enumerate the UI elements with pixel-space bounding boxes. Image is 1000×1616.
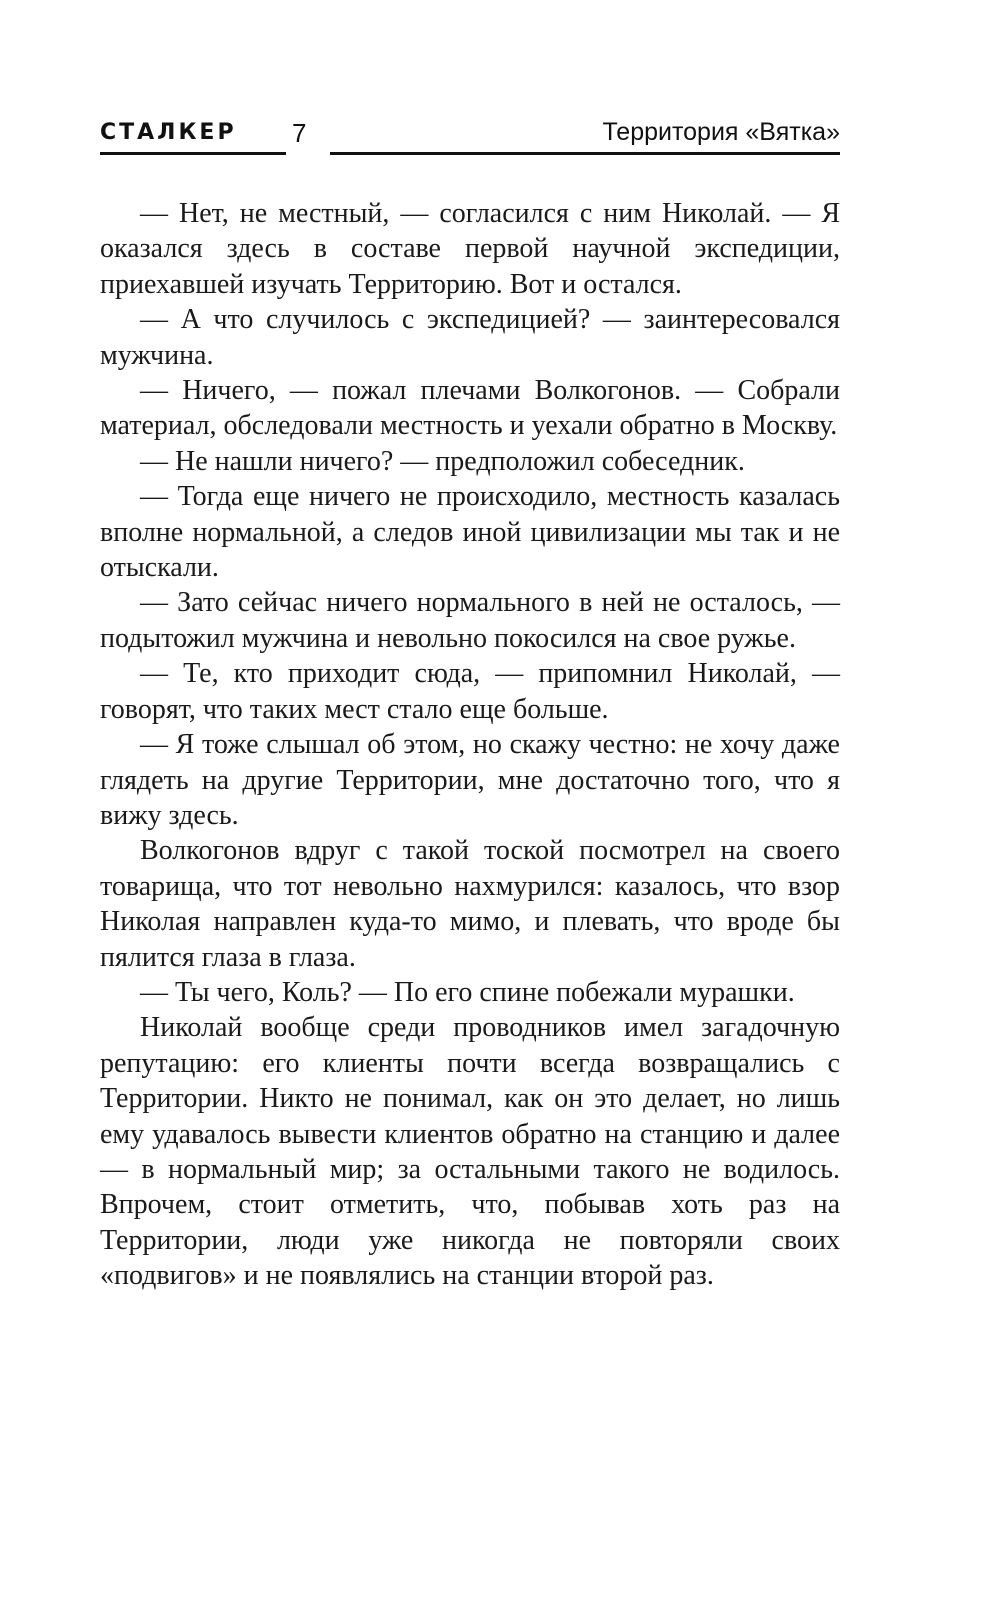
header-rule-right (330, 152, 840, 155)
paragraph: — Те, кто приходит сюда, — припомнил Николай, — говорят, что таких мест стало еще больше. (100, 658, 840, 725)
paragraph: Николай вообще среди проводников имел загадочную репутацию: его клиенты почти всегда возвращались с Территории. Никто не понимал, как он это делает, но лишь ему удавалось вывести клиентов обратно на станцию и далее — в нормальный мир; за остальными такого не водилось. Впрочем, стоит отметить, что, побывав хоть раз на Территории, люди уже никогда не повторяли своих «подвигов» и не появлялись на станции второй раз. (100, 1012, 840, 1292)
page-number: 7 (292, 118, 307, 148)
header-rule-left (100, 152, 286, 155)
paragraph: — Ты чего, Коль? — По его спине побежали мурашки. (140, 976, 795, 1008)
paragraph: — Зато сейчас ничего нормального в ней не осталось, — подытожил мужчина и невольно покосился на свое ружье. (100, 587, 840, 654)
paragraph: — Тогда еще ничего не происходило, местность казалась вполне нормальной, а следов иной цивилизации мы так и не отыскали. (100, 481, 840, 584)
book-title: Территория «Вятка» (602, 118, 840, 146)
running-header (100, 118, 840, 158)
body-text (100, 196, 840, 1294)
paragraph: — Не нашли ничего? — предположил собеседник. (140, 445, 745, 477)
paragraph: — Ничего, — пожал плечами Волкогонов. — Собрали материал, обследовали местность и уехали обратно в Москву. (100, 375, 840, 442)
paragraph: Волкогонов вдруг с такой тоской посмотрел на своего товарища, что тот невольно нахмурился: казалось, что взор Николая направлен куда-то мимо, и плевать, что вроде бы пялится глаза в глаза. (100, 835, 840, 973)
paragraph: — Я тоже слышал об этом, но скажу честно: не хочу даже глядеть на другие Территории, мне достаточно того, что я вижу здесь. (100, 729, 840, 831)
paragraph: — А что случилось с экспедицией? — заинтересовался мужчина. (100, 304, 840, 371)
paragraph: — Нет, не местный, — согласился с ним Николай. — Я оказался здесь в составе первой научной экспедиции, приехавшей изучать Территорию. Вот и остался. (100, 198, 840, 300)
series-title: СТАЛКЕР (100, 120, 237, 145)
